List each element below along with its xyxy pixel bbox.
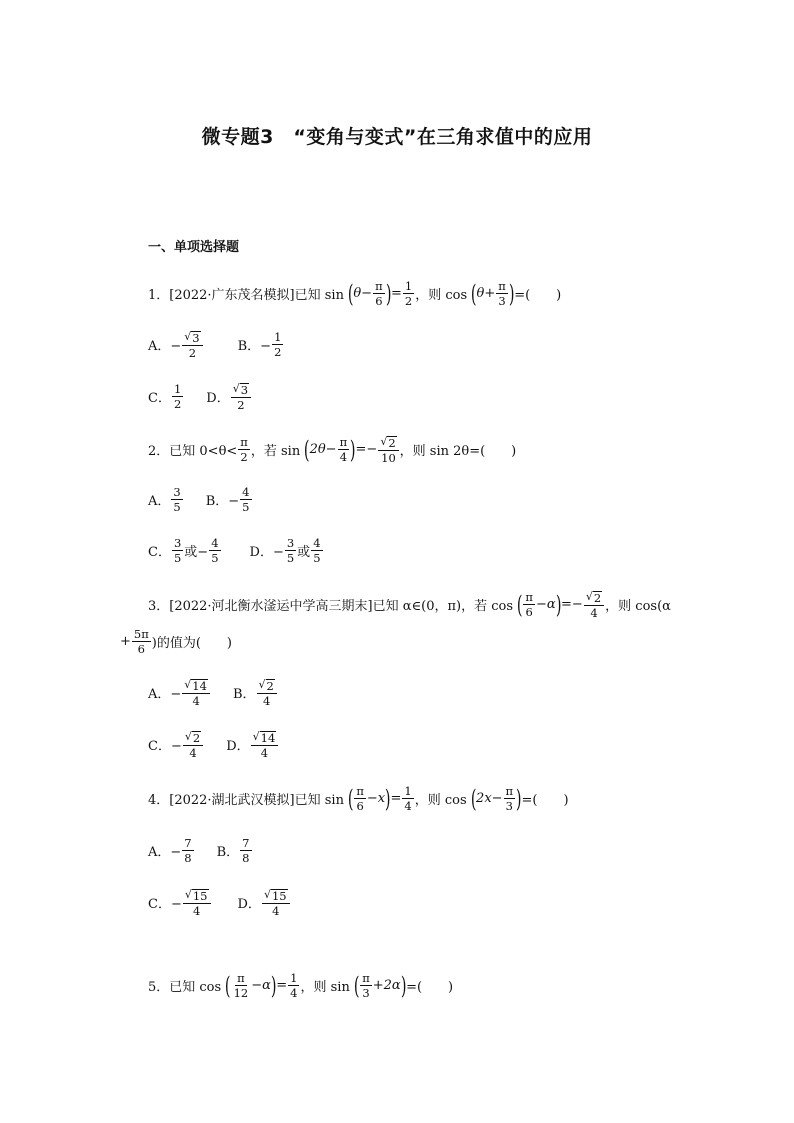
fraction: $\frac{7}{8}$ bbox=[242, 836, 250, 866]
q2-prefix: 2．已知 0<θ< bbox=[148, 444, 238, 460]
fraction: $\frac{4}{5}$ bbox=[242, 485, 250, 515]
question-2 bbox=[148, 435, 516, 464]
question-1 bbox=[148, 280, 561, 307]
q3-line2-suffix: )的值为( ) bbox=[151, 636, 232, 652]
fraction: $\frac{1}{2}$ bbox=[404, 279, 413, 309]
q4-prefix: 4．[2022·湖北武汉模拟]已知 sin bbox=[148, 793, 344, 809]
paren: ( bbox=[347, 279, 354, 308]
expr: −x bbox=[366, 791, 386, 807]
q5-middle: ，则 sin bbox=[300, 980, 350, 996]
paren: ) bbox=[515, 784, 522, 813]
fraction: √ 2 10 bbox=[378, 435, 398, 464]
q1-prefix: 1．[2022·广东茂名模拟]已知 sin bbox=[148, 288, 344, 304]
fraction: √ 2 4 bbox=[584, 590, 604, 619]
q2-options-ab bbox=[148, 486, 253, 513]
fraction: √ 3 2 bbox=[182, 330, 202, 359]
expr: 2θ− bbox=[309, 442, 337, 458]
option-c-label: C．− bbox=[148, 739, 182, 755]
fraction: √ 14 4 bbox=[251, 730, 279, 759]
paren: ( bbox=[347, 784, 354, 813]
q3-options-ab bbox=[148, 678, 278, 707]
option-c-label: C． bbox=[148, 545, 171, 561]
fraction: $\frac{3}{5}$ bbox=[286, 536, 295, 566]
fraction: $\frac{3}{5}$ bbox=[173, 485, 181, 515]
option-d-label: D．− bbox=[249, 545, 284, 561]
option-d-or: 或 bbox=[297, 545, 311, 561]
q4-middle: ，则 cos bbox=[414, 793, 467, 809]
option-b-label: B． bbox=[232, 687, 256, 703]
option-a-label: A．− bbox=[148, 339, 182, 355]
q3-line2-prefix: + bbox=[120, 634, 131, 650]
q1-options-cd bbox=[148, 382, 252, 411]
fraction: $\frac{1}{2}$ bbox=[274, 330, 282, 360]
paren: ) bbox=[385, 784, 391, 813]
question-4 bbox=[148, 785, 569, 812]
option-d-label: D． bbox=[237, 897, 261, 913]
equals: = bbox=[391, 286, 402, 302]
option-a-label: A． bbox=[148, 494, 171, 510]
paren: ( bbox=[516, 590, 523, 619]
q1-options-ab bbox=[148, 330, 284, 359]
option-c-or: 或− bbox=[184, 545, 209, 561]
paren: ) bbox=[350, 435, 356, 464]
q4-options-ab bbox=[148, 837, 253, 864]
expr: θ− bbox=[353, 286, 373, 302]
option-b-label: B． bbox=[216, 845, 240, 861]
q1-middle: ，则 cos bbox=[415, 288, 468, 304]
question-3-line2 bbox=[120, 628, 232, 655]
fraction: $\frac{\pi}{12}$ bbox=[233, 971, 249, 1001]
q3-prefix: 3．[2022·河北衡水滏运中学高三期末]已知 α∈(0，π)，若 cos bbox=[148, 599, 514, 615]
fraction: √ 14 4 bbox=[182, 678, 210, 707]
fraction: $\frac{\pi}{6}$ bbox=[356, 784, 364, 814]
q3-suffix: ，则 cos(α bbox=[605, 599, 671, 615]
q3-options-cd bbox=[148, 730, 279, 759]
fraction: $\frac{7}{8}$ bbox=[184, 836, 192, 866]
paren: ( bbox=[304, 435, 310, 464]
expr: 2x− bbox=[476, 791, 503, 807]
option-b-label: B．− bbox=[205, 494, 240, 510]
paren: ( bbox=[471, 279, 477, 308]
fraction: $\frac{4}{5}$ bbox=[313, 536, 321, 566]
fraction: $\frac{1}{4}$ bbox=[404, 784, 412, 814]
paren: ( bbox=[353, 971, 360, 1000]
expr: −α bbox=[535, 597, 556, 613]
q5-prefix: 5．已知 cos bbox=[148, 980, 222, 996]
expr: −α bbox=[251, 978, 271, 994]
fraction: $\frac{\pi}{3}$ bbox=[498, 279, 506, 309]
question-5 bbox=[148, 972, 453, 999]
option-c-label: C．− bbox=[148, 897, 182, 913]
fraction: $\frac{\pi}{6}$ bbox=[375, 279, 383, 309]
fraction: $\frac{\pi}{3}$ bbox=[362, 971, 370, 1001]
section-heading: 一、单项选择题 bbox=[148, 240, 240, 255]
fraction: $\frac{\pi}{2}$ bbox=[240, 435, 248, 465]
fraction: $\frac{1}{2}$ bbox=[173, 382, 182, 412]
option-d-label: D． bbox=[206, 391, 230, 407]
q3-mid: =− bbox=[561, 597, 583, 613]
expr: +2α bbox=[372, 978, 401, 994]
paren: ) bbox=[270, 971, 277, 1000]
page-title: 微专题3 “变角与变式”在三角求值中的应用 bbox=[201, 126, 593, 148]
fraction: √ 2 4 bbox=[257, 678, 277, 707]
q4-suffix: =( ) bbox=[521, 793, 569, 809]
fraction: $\frac{1}{4}$ bbox=[290, 971, 298, 1001]
q2-mid: =− bbox=[355, 442, 378, 458]
equals: = bbox=[276, 978, 288, 994]
fraction: √ 3 2 bbox=[231, 382, 251, 411]
equals: = bbox=[390, 791, 402, 807]
fraction: $\frac{4}{5}$ bbox=[211, 536, 219, 566]
option-a-label: A．− bbox=[148, 687, 182, 703]
fraction: $\frac{\pi}{6}$ bbox=[525, 590, 533, 620]
paren: ) bbox=[400, 971, 407, 1000]
q5-suffix: =( ) bbox=[406, 980, 454, 996]
question-3 bbox=[148, 590, 671, 619]
paren: ) bbox=[385, 279, 392, 308]
fraction: √ 2 4 bbox=[183, 730, 203, 759]
q2-options-cd bbox=[148, 537, 324, 564]
fraction: $\frac{\pi}{4}$ bbox=[339, 435, 348, 465]
q2-suffix: ，则 sin 2θ=( ) bbox=[399, 444, 517, 460]
fraction: √ 15 4 bbox=[262, 888, 290, 917]
paren: ( bbox=[470, 784, 477, 813]
paren: ) bbox=[508, 279, 515, 308]
q4-options-cd bbox=[148, 888, 291, 917]
fraction: $\frac{\pi}{3}$ bbox=[505, 784, 514, 814]
q1-suffix: =( ) bbox=[514, 288, 562, 304]
fraction: $\frac{5\pi}{6}$ bbox=[133, 627, 149, 657]
paren: ) bbox=[555, 590, 562, 619]
option-a-label: A．− bbox=[148, 845, 182, 861]
option-b-label: B．− bbox=[237, 339, 272, 355]
fraction: √ 15 4 bbox=[183, 888, 211, 917]
option-d-label: D． bbox=[226, 739, 250, 755]
option-c-label: C． bbox=[148, 391, 171, 407]
paren: ( bbox=[225, 971, 231, 1000]
q2-middle: ，若 sin bbox=[250, 444, 301, 460]
expr: θ+ bbox=[476, 286, 496, 302]
fraction: $\frac{3}{5}$ bbox=[173, 536, 182, 566]
